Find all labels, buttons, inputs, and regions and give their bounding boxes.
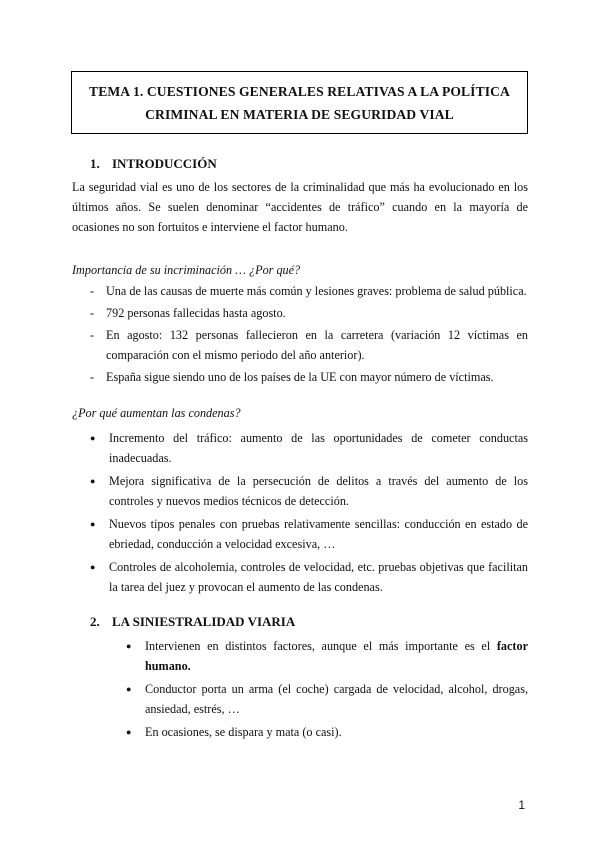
list-item-text: Nuevos tipos penales con pruebas relativamente sencillas: conducción en estado de ebriedad, conducción a velocidad excesiva, … (109, 517, 528, 551)
dash-marker: - (90, 370, 95, 384)
list-item (90, 557, 528, 597)
importancia-list (90, 281, 528, 389)
bullet-marker: ● (90, 476, 96, 486)
list-item-text: España sigue siendo uno de los países de la UE con mayor número de víctimas. (106, 370, 494, 384)
dash-marker: - (90, 284, 95, 298)
list-item (126, 679, 528, 719)
list-item-text: En agosto: 132 personas fallecieron en la carretera (variación 12 víctimas en comparación con el mismo periodo del año anterior). (106, 328, 528, 362)
list-item-text: 792 personas fallecidas hasta agosto. (106, 306, 286, 320)
intro-paragraph: La seguridad vial es uno de los sectores de la criminalidad que más ha evolucionado en los últimos años. Se suelen denominar “accidentes de tráfico” cuando en la mayoría de ocasiones no son fortuitos e interviene el factor humano. (72, 180, 528, 234)
factor-humano-bold: factor humano. (145, 639, 528, 673)
section-2-title: LA SINIESTRALIDAD VIARIA (112, 614, 296, 629)
list-item (90, 281, 528, 301)
list-item-text: Incremento del tráfico: aumento de las oportunidades de cometer conductas inadecuadas. (109, 431, 528, 465)
bullet-marker: ● (126, 684, 132, 694)
list-item (90, 367, 528, 387)
title-line-1: TEMA 1. CUESTIONES GENERALES RELATIVAS A LA POLÍTICA (89, 83, 510, 99)
list-item (90, 325, 528, 365)
list-item-text: Intervienen en distintos factores, aunque el más importante es el (145, 639, 497, 653)
list-item-text: Conductor porta un arma (el coche) cargada de velocidad, alcohol, drogas, ansiedad, estrés, … (145, 682, 528, 716)
section-1-title: INTRODUCCIÓN (112, 156, 217, 171)
condenas-subheading: ¿Por qué aumentan las condenas? (72, 406, 241, 420)
bullet-marker: ● (126, 727, 132, 737)
condenas-list (90, 428, 528, 600)
bullet-marker: ● (90, 519, 96, 529)
section-2-heading (90, 614, 295, 630)
siniestralidad-list (126, 636, 528, 745)
list-item (126, 722, 528, 742)
section-1-heading (90, 156, 217, 172)
list-item-text: En ocasiones, se dispara y mata (o casi). (145, 725, 342, 739)
bullet-marker: ● (90, 433, 96, 443)
bullet-marker: ● (90, 562, 96, 572)
dash-marker: - (90, 328, 95, 342)
dash-marker: - (90, 306, 95, 320)
list-item-text: Una de las causas de muerte más común y lesiones graves: problema de salud pública. (106, 284, 527, 298)
list-item (90, 471, 528, 511)
importancia-subheading: Importancia de su incriminación … ¿Por qué? (72, 263, 301, 277)
list-item-text: Controles de alcoholemia, controles de velocidad, etc. pruebas objetivas que facilitan la tarea del juez y provocan el aumento de las condenas. (109, 560, 528, 594)
list-item (90, 303, 528, 323)
section-2-number: 2. (90, 614, 100, 629)
bullet-marker: ● (126, 641, 132, 651)
list-item-text: Mejora significativa de la persecución de delitos a través del aumento de los controles y nuevos medios técnicos de detección. (109, 474, 528, 508)
list-item (90, 428, 528, 468)
section-1-number: 1. (90, 156, 100, 171)
list-item (90, 514, 528, 554)
document-title-box (71, 71, 528, 134)
page-number: 1 (518, 798, 525, 812)
list-item (126, 636, 528, 676)
title-line-2: CRIMINAL EN MATERIA DE SEGURIDAD VIAL (145, 106, 454, 122)
